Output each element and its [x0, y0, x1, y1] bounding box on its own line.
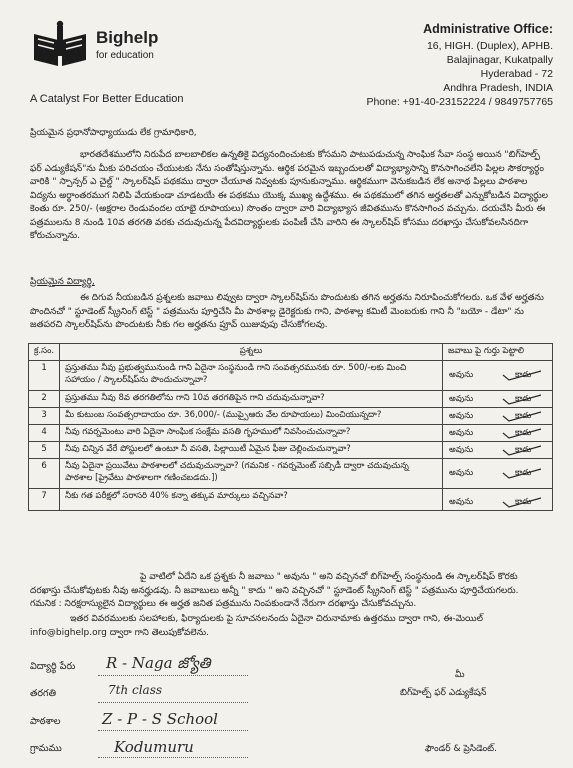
- row-answer[interactable]: [443, 361, 553, 391]
- village-value[interactable]: Kodumuru: [114, 738, 194, 756]
- answer-yes[interactable]: అవును: [449, 497, 474, 507]
- header-question: ప్రశ్నలు: [60, 344, 443, 361]
- row-answer[interactable]: [443, 489, 553, 511]
- tagline: A Catalyst For Better Education: [30, 93, 184, 105]
- school-line: [98, 730, 248, 731]
- salutation: ప్రియమైన ప్రధానోపాధ్యాయుడు లేక గ్రామాధికారి,: [30, 128, 197, 138]
- row-number: 6: [29, 459, 60, 489]
- answer-no[interactable]: కాదు: [515, 445, 532, 455]
- row-number: 5: [29, 442, 60, 459]
- header-serial: క్ర.సం.: [29, 344, 60, 361]
- row-question: నీవు గవర్నమెంటు వారి ఏదైనా సాంఘిక సంక్షేమ వసతి గృహములో నివసించుచున్నావా?: [60, 425, 443, 442]
- contact-paragraph: ఇతర వివరములకు సలహాలకు, ఫిర్యాదులకు పై సూచనలనందు ఏదైనా చిరునామాకు ఉత్తరము ద్వారా గాని, ఈ-మెయిల్ info@bighelp.org ద్వారా గాని తెలుపుకోవలెను.: [30, 614, 483, 638]
- school-label: పాఠశాల: [30, 716, 61, 727]
- office-phone: Phone: +91-40-23152224 / 9849757765: [366, 96, 553, 108]
- table-row: [29, 408, 553, 425]
- answer-yes[interactable]: అవును: [449, 394, 474, 404]
- table-row: [29, 442, 553, 459]
- table-row: [29, 391, 553, 408]
- signature-title: ఫౌండర్ & ప్రెసిడెంట్.: [425, 744, 497, 754]
- note-paragraph: గమనిక : నిరక్షరాస్యులైన విద్యార్థులు ఈ అర్హత జనిత పత్రమును నింపకుండానే నేరుగా దరఖాస్తు చేసుకోవచ్చును.: [30, 599, 417, 609]
- row-answer[interactable]: [443, 459, 553, 489]
- answer-no[interactable]: కాదు: [515, 394, 532, 404]
- village-line: [98, 757, 248, 758]
- class-value[interactable]: 7th class: [108, 683, 163, 697]
- row-answer[interactable]: [443, 408, 553, 425]
- instructions-paragraph: పై వాటిలో ఏదేని ఒక ప్రశ్నకు నీ జవాబు " అవును " అని వచ్చినచో బిగ్‌హెల్ప్ సంస్థనుండి ఈ స్కాలర్‌షిప్ కొరకు దరఖాస్తు చేసుకోవుటకు నీవు అనర్హుడవు. నీ జవాబులు అన్నీ " కాదు " అని వచ్చినచో " స్టూడెంట్ స్క్రీనింగ్ టెస్ట్ " పత్రమును పూర్తిచేయగలరు.: [30, 572, 519, 596]
- row-number: 7: [29, 489, 60, 511]
- table-row: [29, 425, 553, 442]
- signature-salutation: మీ: [455, 670, 465, 680]
- class-label: తరగతి: [30, 688, 56, 699]
- intro-paragraph: భారతదేశములోని నిరుపేద బాలబాలికల ఉన్నతికై విద్యనందించుటకు కోసమని పాటుపడుచున్న సాంఘిక సేవా సంస్థ అయిన "బిగ్‌హెల్ప్ ఫర్ ఎడ్యుకేషన్"ను మీకు పరిచయం చేయుటకు నేను సంతోషిస్తున్నాను. ఆర్థిక పరమైన ఇబ్బందులతో విద్యాభ్యాసాన్ని కొనసాగించలేని పిల్లల సౌకర్యార్థం వారికి " స్పాన్సర్ ఎ చైల్డ్ " స్కాలర్‌షిప్ పథకము ద్వారా చేయూత నివ్వటకు పూనుకున్నాము. ఆర్థికముగా వెనుకబడిన లేక అనాథ పిల్లలు పాఠశాల విద్యను అర్థాంతరముగ నిలిపి వేయకుండా చూడటయే ఈ పథకము యొక్క ముఖ్య ఉద్దేశము. ఈ పథకములో తగిన అర్హతలతో ఎన్నుకోబడిన విద్యార్థుల కెంతు రూ. 250/- (అక్షరాల రెండువందల యాభై రూపాయలు) సొంతం ద్వారా వారి విద్యాభ్యాస జీవితమును కొనసాగించ వచ్చును. దయచేసి మీరు ఈ పత్రములను 8 నుండి 10వ తరగతి వరకు చదువుచున్న పేదవిద్యార్థులకు పంపిణీ చేసి వారిని ఈ స్కాలర్‌షిప్ కోసము దరఖాస్తు చేసుకోవలసినదిగా కోరుచున్నాను.: [30, 150, 549, 241]
- office-line: 16, HIGH. (Duplex), APHB.: [426, 40, 553, 52]
- answer-no[interactable]: కాదు: [515, 370, 532, 380]
- name-value[interactable]: R - Naga జ్యోతి: [106, 654, 211, 672]
- answer-yes[interactable]: అవును: [449, 370, 474, 380]
- answer-yes[interactable]: అవును: [449, 428, 474, 438]
- answer-yes[interactable]: అవును: [449, 445, 474, 455]
- row-number: 4: [29, 425, 60, 442]
- row-question: నీవు ఏదైనా ప్రయివేటు పాఠశాలలో చదువుచున్నావా? (గమనిక - గవర్నమెంట్ సబ్సిడీ ద్వారా చదువుచున్న పాఠశాల [ప్రైవేటు పాఠశాలగా గణించబడదు.]): [60, 459, 443, 489]
- village-label: గ్రామము: [30, 743, 62, 754]
- row-answer[interactable]: [443, 442, 553, 459]
- row-question: ప్రస్తుతము నీవు ప్రభుత్వమునుండి గాని ఏదైనా సంస్థనుండి గాని సంవత్సరమునకు రూ. 500/-లకు మించి సహాయం / స్కాలర్‌షిప్‌ను పొందుచున్నావా?: [60, 361, 443, 391]
- row-number: 1: [29, 361, 60, 391]
- row-answer[interactable]: [443, 425, 553, 442]
- student-paragraph: ఈ దిగువ నీయబడిన ప్రశ్నలకు జవాబు లివ్వుట ద్వారా స్కాలర్‌షిప్‌ను పొందుటకు తగిన అర్హతను నిరూపించుకోగలరు. ఒక వేళ అర్హతను పొందినచో " స్టూడెంట్ స్క్రీనింగ్ టెస్ట్ " పత్రమును పూర్తిచేసి మీ పాఠశాల్ల డైరెక్టరుకు గాని, పాఠశాల్ల కమిటీ మెంబరుకు గాని నీ "బయో - డేటా" ను జతపరచి స్కాలర్‌షిప్‌ను పొందుటకు నీకు గల అర్హతను ప్రూవ్ యిజువుపు చేసుకోగలవు.: [30, 293, 544, 330]
- row-answer[interactable]: [443, 391, 553, 408]
- header-answer: జవాబు పై గుర్తు పెట్టాలి: [443, 344, 553, 361]
- class-line: [98, 702, 248, 703]
- answer-no[interactable]: కాదు: [515, 411, 532, 421]
- school-value[interactable]: Z - P - S School: [102, 710, 218, 728]
- answer-no[interactable]: కాదు: [515, 497, 532, 507]
- row-question: నీకు గత పరీక్షలో సరాసరి 40% కన్నా తక్కువ మార్కులు వచ్చినవా?: [60, 489, 443, 511]
- name-label: విద్యార్థి పేరు: [30, 661, 76, 672]
- student-salutation: ప్రియమైన విద్యార్థి,: [30, 277, 95, 287]
- table-row: [29, 489, 553, 511]
- answer-no[interactable]: కాదు: [515, 428, 532, 438]
- answer-no[interactable]: కాదు: [515, 468, 532, 478]
- table-header-row: [29, 344, 553, 361]
- table-row: [29, 361, 553, 391]
- office-title: Administrative Office:: [423, 22, 553, 36]
- office-line: Andhra Pradesh, INDIA: [443, 82, 553, 94]
- signature-org: బిగ్‌హెల్ప్ ఫర్ ఎడ్యుకేషన్: [400, 688, 487, 698]
- brand-name: Bighelp: [96, 28, 159, 47]
- row-number: 2: [29, 391, 60, 408]
- row-question: మీ కుటుంబ సంవత్సరాదాయం రూ. 36,000/- (ముప్పైఆరు వేల రూపాయలు) మించియున్నదా?: [60, 408, 443, 425]
- answer-yes[interactable]: అవును: [449, 468, 474, 478]
- row-number: 3: [29, 408, 60, 425]
- office-line: Hyderabad - 72: [480, 68, 553, 80]
- brand-subtitle: for education: [96, 50, 154, 61]
- office-line: Balajinagar, Kukatpally: [446, 54, 553, 66]
- eligibility-table: [28, 343, 553, 511]
- table-row: [29, 459, 553, 489]
- bighelp-logo-icon: [30, 20, 90, 70]
- brand: [96, 28, 158, 61]
- row-question: నీవు చిన్నిన వేరే పోస్టులలో ఉంటూ నీ వసతి, పిల్లాయిటీ ఏమైన ఫీజు చెల్లించుచున్నావా?: [60, 442, 443, 459]
- office-address: [366, 22, 553, 109]
- answer-yes[interactable]: అవును: [449, 411, 474, 421]
- row-question: ప్రస్తుతము నీవు 8వ తరగతిలోను గాని 10వ తరగతిపైన గాని చదువుచున్నావా?: [60, 391, 443, 408]
